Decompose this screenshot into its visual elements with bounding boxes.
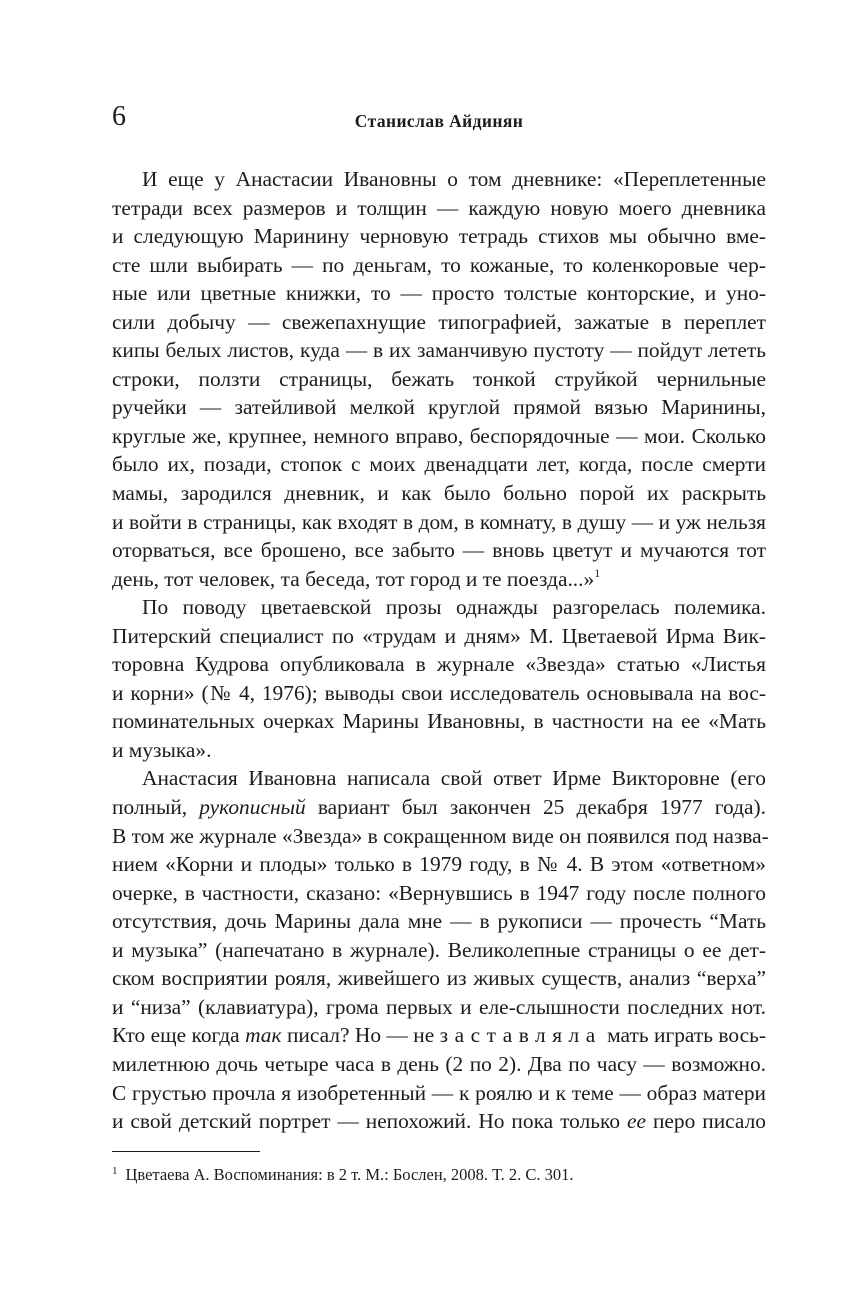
text-line: кипы белых листов, куда — в их заманчивую пустоту — пойдут лететь: [112, 338, 766, 363]
text-line: отсутствия, дочь Марины дала мне — в рукописи — прочесть “Мать: [112, 909, 766, 934]
text-line: [112, 565, 766, 594]
footnote: [112, 1164, 766, 1186]
text-fragment: вариант был закончен 25 декабря 1977 года).: [317, 795, 766, 820]
text-fragment: и свой детский портрет — непохожий. Но пока только: [112, 1109, 621, 1134]
text-line: оторваться, все брошено, все забыто — вновь цветут и мучаются тот: [112, 538, 766, 563]
text-line: сили добычу — свежепахнущие типографией, зажатые в переплет: [112, 309, 766, 334]
page-header: [112, 100, 766, 140]
text-line: и войти в страницы, как входят в дом, в комнату, в душу — и уж нельзя: [112, 509, 766, 534]
text-line: торовна Кудрова опубликовала в журнале «Звезда» статью «Листья: [112, 652, 766, 677]
text-line: сте шли выбирать — по деньгам, то кожаные, то коленкоровые чер-: [112, 252, 766, 277]
text-line: и музыка” (напечатано в журнале). Великолепные страницы о ее дет-: [112, 937, 766, 962]
text-line: В том же журнале «Звезда» в сокращенном виде он появился под назва-: [112, 823, 769, 848]
text-fragment: мать играть вось-: [607, 1023, 766, 1048]
text-line: мамы, зародился дневник, и как было больно порой их раскрыть: [112, 481, 766, 506]
spaced-emphasis: заставляла: [439, 1023, 602, 1048]
text-line: тетради всех размеров и толщин — каждую новую моего дневника: [112, 195, 766, 220]
footnote-mark: 1: [112, 1165, 118, 1177]
italic-emphasis: так: [245, 1023, 282, 1048]
text-line: [112, 793, 766, 822]
page-number: 6: [112, 101, 126, 132]
text-line: строки, ползти страницы, бежать тонкой струйкой чернильные: [112, 366, 766, 391]
text-line: очерке, в частности, сказано: «Вернувшись в 1947 году после полного: [112, 880, 766, 905]
text-line: [112, 1107, 766, 1136]
text-line: ручейки — затейливой мелкой круглой прямой вязью Маринины,: [112, 395, 766, 420]
footnote-reference: 1: [594, 565, 601, 580]
text-line: и следующую Маринину черновую тетрадь стихов мы обычно вме-: [112, 224, 766, 249]
text-line: С грустью прочла я изобретенный — к роялю и к теме — образ матери: [112, 1080, 766, 1105]
text-line: ные или цветные книжки, то — просто толстые конторские, и уно-: [112, 281, 766, 306]
text-line: И еще у Анастасии Ивановны о том дневнике: «Переплетенные: [142, 167, 766, 191]
text-line: поминательных очерках Марины Ивановны, в частности на ее «Мать: [112, 709, 766, 734]
text-line: нием «Корни и плоды» только в 1979 году, в № 4. В этом «ответном»: [112, 852, 766, 877]
text-line: и корни» (№ 4, 1976); выводы свои исследователь основывала на вос-: [112, 680, 766, 705]
text-line: и музыка».: [112, 737, 212, 762]
main-text: [112, 165, 769, 1136]
text-fragment: писал? Но — не: [286, 1023, 435, 1048]
text-line: Анастасия Ивановна написала свой ответ Ирме Викторовне (его: [142, 766, 766, 791]
text-fragment: полный,: [112, 795, 188, 820]
text-line: Питерский специалист по «трудам и дням» М. Цветаевой Ирма Вик-: [112, 623, 766, 648]
text-fragment: перо писало: [652, 1109, 766, 1134]
text-line: По поводу цветаевской прозы однажды разгорелась полемика.: [142, 595, 766, 620]
text-line: было их, позади, стопок с моих двенадцати лет, когда, после смерти: [112, 452, 766, 477]
italic-emphasis: рукописный: [199, 795, 306, 820]
text-line: [112, 1021, 766, 1050]
running-head-author: Станислав Айдинян: [354, 111, 524, 131]
text-line: милетнюю дочь четыре часа в день (2 по 2). Два по часу — возможно.: [112, 1051, 766, 1076]
text-line: ском восприятии рояля, живейшего из живых существ, анализ “верха”: [112, 966, 766, 991]
footnote-text: Цветаева А. Воспоминания: в 2 т. М.: Бослен, 2008. Т. 2. С. 301.: [125, 1165, 574, 1184]
text-line-content: день, тот человек, та беседа, тот город и те поезда...»: [112, 566, 595, 591]
text-line: круглые же, крупнее, немного вправо, беспорядочные — мои. Сколько: [112, 423, 766, 448]
text-line: и “низа” (клавиатура), грома первых и еле-слышности последних нот.: [112, 994, 766, 1019]
italic-emphasis: ее: [627, 1109, 646, 1134]
footnote-divider: [112, 1151, 260, 1152]
text-fragment: Кто еще когда: [112, 1023, 240, 1048]
